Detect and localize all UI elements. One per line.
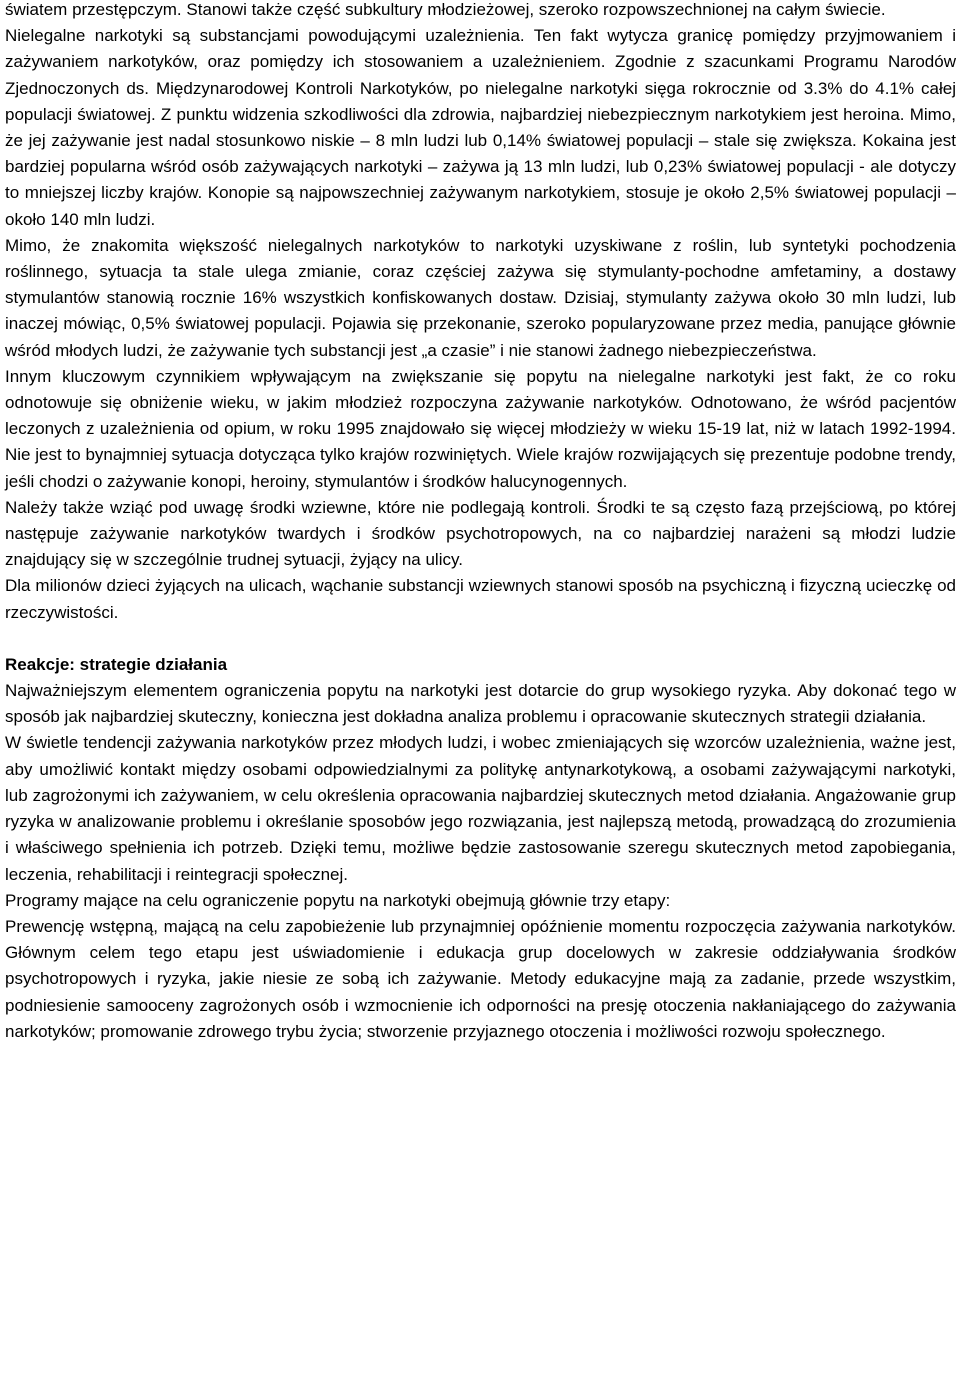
paragraph: Prewencję wstępną, mającą na celu zapobieżenie lub przynajmniej opóźnienie momentu rozpoczęcia zażywania narkotyków. Głównym celem tego etapu jest uświadomienie i edukacja grup docelowych w zakresie oddziaływania środków psychotropowych i ryzyka, jakie niesie ze sobą ich zażywanie. Metody edukacyjne mają za zadanie, przede wszystkim, podniesienie samooceny zagrożonych osób i wzmocnienie ich odporności na presję otoczenia nakłaniającego do zażywania narkotyków; promowanie zdrowego trybu życia; stworzenie przyjaznego otoczenia i możliwości rozwoju społecznego. xyxy=(5,916,956,1041)
section-heading: Reakcje: strategie działania xyxy=(5,654,228,674)
paragraph: Innym kluczowym czynnikiem wpływającym na zwiększanie się popytu na nielegalne narkotyki jest fakt, że co roku odnotowuje się obniżenie wieku, w jakim młodzież rozpoczyna zażywanie narkotyków. Odnotowano, że wśród pacjentów leczonych z uzależnienia od opium, w roku 1995 znajdowało się więcej młodzieży w wieku 15-19 lat, niż w latach 1992-1994. Nie jest to bynajmniej sytuacja dotycząca tylko krajów rozwiniętych. Wiele krajów rozwijających się prezentuje podobne trendy, jeśli chodzi o zażywanie konopi, heroiny, stymulantów i środków halucynogennych. xyxy=(5,366,956,491)
paragraph: światem przestępczym. Stanowi także część subkultury młodzieżowej, szeroko rozpowszechnionej na całym świecie. xyxy=(5,0,886,19)
paragraph: Najważniejszym elementem ograniczenia popytu na narkotyki jest dotarcie do grup wysokiego ryzyka. Aby dokonać tego w sposób jak najbardziej skuteczny, konieczna jest dokładna analiza problemu i opracowanie skutecznych strategii działania. xyxy=(5,681,956,727)
paragraph: Nielegalne narkotyki są substancjami powodującymi uzależnienia. Ten fakt wytycza granicę pomiędzy przyjmowaniem i zażywaniem narkotyków, oraz pomiędzy ich stosowaniem a uzależnieniem. Zgodnie z szacunkami Programu Narodów Zjednoczonych ds. Międzynarodowej Kontroli Narkotyków, po nielegalne narkotyki sięga rokrocznie od 3.3% do 4.1% całej populacji światowej. Z punktu widzenia szkodliwości dla zdrowia, najbardziej niebezpiecznym narkotykiem jest heroina. Mimo, że jej zażywanie jest nadal stosunkowo niskie – 8 mln ludzi lub 0,14% światowej populacji – stale się zwiększa. Kokaina jest bardziej popularna wśród osób zażywających narkotyki – zażywa ją 13 mln ludzi, lub 0,23% światowej populacji - ale dotyczy to mniejszej liczby krajów. Konopie są najpowszechniej zażywanym narkotykiem, stosuje je około 2,5% światowej populacji – około 140 mln ludzi. xyxy=(5,26,956,229)
paragraph: Mimo, że znakomita większość nielegalnych narkotyków to narkotyki uzyskiwane z roślin, lub syntetyki pochodzenia roślinnego, sytuacja ta stale ulega zmianie, coraz częściej zażywa się stymulanty-pochodne amfetaminy, a dostawy stymulantów stanowią rocznie 16% wszystkich konfiskowanych dostaw. Dzisiaj, stymulanty zażywa około 30 mln ludzi, lub inaczej mówiąc, 0,5% światowej populacji. Pojawia się przekonanie, szeroko popularyzowane przez media, panujące głównie wśród młodych ludzi, że zażywanie tych substancji jest „a czasie” i nie stanowi żadnego niebezpieczeństwa. xyxy=(5,235,956,360)
paragraph: Należy także wziąć pod uwagę środki wziewne, które nie podlegają kontroli. Środki te są często fazą przejściową, po której następuje zażywanie narkotyków twardych i środków psychotropowych, na co najbardziej narażeni są młodzi ludzie znajdujący się w szczególnie trudnej sytuacji, żyjący na ulicy. xyxy=(5,497,956,570)
paragraph: W świetle tendencji zażywania narkotyków przez młodych ludzi, i wobec zmieniających się wzorców uzależnienia, ważne jest, aby umożliwić kontakt między osobami odpowiedzialnymi za politykę antynarkotykową, a osobami zażywającymi narkotyki, lub zagrożonymi ich zażywaniem, w celu określenia opracowania najbardziej skutecznych metod działania. Angażowanie grup ryzyka w analizowanie problemu i określanie sposobów jego rozwiązania, jest najlepszą metodą, prowadzącą do zrozumienia i właściwego spełnienia ich potrzeb. Dzięki temu, możliwe będzie zastosowanie szeregu skutecznych metod zapobiegania, leczenia, rehabilitacji i reintegracji społecznej. xyxy=(5,733,956,884)
paragraph: Programy mające na celu ograniczenie popytu na narkotyki obejmują głównie trzy etapy: xyxy=(5,890,671,910)
paragraph: Dla milionów dzieci żyjących na ulicach, wąchanie substancji wziewnych stanowi sposób na psychiczną i fizyczną ucieczkę od rzeczywistości. xyxy=(5,576,956,622)
